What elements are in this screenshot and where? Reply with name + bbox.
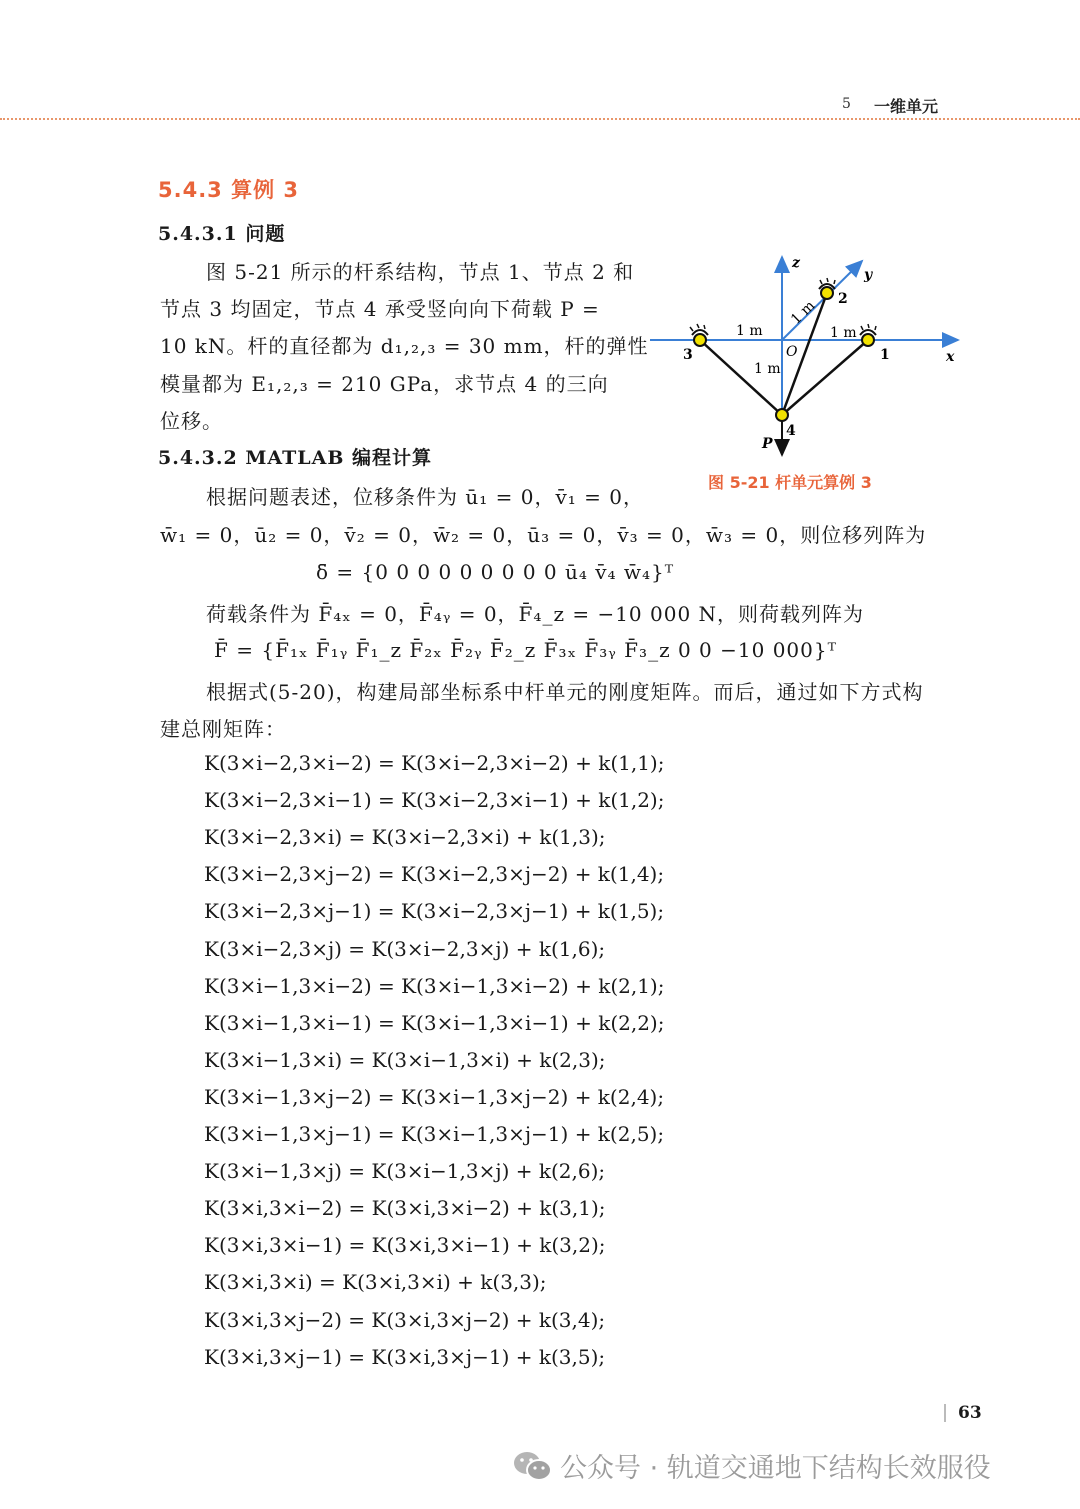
assembly-equation: K(3×i−1,3×i−1) = K(3×i−1,3×i−1) + k(2,2); [204, 1010, 665, 1035]
assembly-equation: K(3×i−2,3×j) = K(3×i−2,3×j) + k(1,6); [204, 936, 606, 961]
assembly-equation: K(3×i,3×i) = K(3×i,3×i) + k(3,3); [204, 1270, 547, 1295]
assembly-equation: K(3×i,3×j−2) = K(3×i,3×j−2) + k(3,4); [204, 1307, 606, 1332]
node-label-2: 2 [838, 291, 848, 307]
length-label-left: 1 m [736, 323, 763, 339]
problem-line-5: 位移。 [160, 409, 223, 433]
assembly-equation: K(3×i−1,3×i−2) = K(3×i−1,3×i−2) + k(2,1); [204, 973, 665, 998]
length-label-vertical: 1 m [754, 361, 781, 377]
displacement-vector: δ̄ = {0 0 0 0 0 0 0 0 0 ū₄ v̄₄ w̄₄}ᵀ [316, 560, 675, 584]
axis-label-y: y [864, 267, 873, 283]
problem-line-4: 模量都为 E₁,₂,₃ = 210 GPa，求节点 4 的三向 [160, 372, 609, 396]
page-number-bar [944, 1404, 946, 1422]
header-chapter-title: 一维单元 [874, 97, 939, 116]
assembly-equation: K(3×i−2,3×j−2) = K(3×i−2,3×j−2) + k(1,4); [204, 862, 665, 887]
header-chapter-number: 5 [842, 96, 851, 112]
node-label-4: 4 [786, 423, 796, 439]
assembly-equation: K(3×i−2,3×i−1) = K(3×i−2,3×i−1) + k(1,2); [204, 788, 665, 813]
axis-label-x: x [946, 349, 955, 365]
header-rule [0, 118, 1080, 120]
wechat-icon [512, 1449, 554, 1483]
assembly-equation: K(3×i−2,3×i) = K(3×i−2,3×i) + k(1,3); [204, 825, 606, 850]
assembly-equation: K(3×i−1,3×i) = K(3×i−1,3×i) + k(2,3); [204, 1047, 606, 1072]
node-label-3: 3 [683, 347, 693, 363]
truss-figure [640, 245, 970, 470]
node-3 [694, 334, 706, 346]
assembly-equation: K(3×i−1,3×j−2) = K(3×i−1,3×j−2) + k(2,4); [204, 1084, 665, 1109]
watermark-text: 公众号 · 轨道交通地下结构长效服役 [560, 1453, 991, 1484]
assembly-equation: K(3×i−1,3×j−1) = K(3×i−1,3×j−1) + k(2,5); [204, 1122, 665, 1146]
origin-label: O [786, 344, 798, 360]
assembly-equation: K(3×i,3×j−1) = K(3×i,3×j−1) + k(3,5); [204, 1344, 606, 1369]
length-label-diagonal: 1 m [788, 297, 819, 328]
assembly-equation: K(3×i−2,3×j−1) = K(3×i−2,3×j−1) + k(1,5); [204, 899, 665, 924]
assembly-equation: K(3×i−2,3×i−2) = K(3×i−2,3×i−2) + k(1,1); [204, 751, 665, 775]
stiffness-line-2: 建总刚矩阵： [160, 717, 286, 741]
assembly-equation: K(3×i−1,3×j) = K(3×i−1,3×j) + k(2,6); [204, 1159, 606, 1184]
axis-label-z: z [792, 255, 800, 271]
subsection-matlab-title: 5.4.3.2 MATLAB 编程计算 [158, 447, 432, 469]
problem-line-1: 图 5-21 所示的杆系结构，节点 1、节点 2 和 [206, 260, 635, 284]
assembly-equation: K(3×i,3×i−1) = K(3×i,3×i−1) + k(3,2); [204, 1233, 606, 1258]
problem-line-2: 节点 3 均固定，节点 4 承受竖向向下荷载 P = [160, 297, 600, 321]
node-1 [862, 334, 874, 346]
load-condition-line: 荷载条件为 F̄₄ₓ = 0，F̄₄ᵧ = 0，F̄₄_z = −10 000 N，则荷载列阵为 [206, 602, 865, 626]
load-label: P [762, 436, 773, 452]
displacement-line-1: 根据问题表述，位移条件为 ū₁ = 0，v̄₁ = 0， [206, 485, 644, 509]
length-label-right: 1 m [830, 325, 857, 341]
node-2 [821, 287, 833, 299]
subsection-problem-title: 5.4.3.1 问题 [158, 223, 286, 245]
node-4 [776, 409, 788, 421]
section-title: 5.4.3 算例 3 [158, 178, 300, 202]
stiffness-line-1: 根据式(5-20)，构建局部坐标系中杆单元的刚度矩阵。而后，通过如下方式构 [206, 680, 924, 704]
page-number: 63 [958, 1403, 982, 1423]
node-label-1: 1 [880, 347, 890, 363]
bar-3-4 [700, 340, 782, 415]
displacement-line-2: w̄₁ = 0，ū₂ = 0，v̄₂ = 0，w̄₂ = 0，ū₃ = 0，v̄₃ = 0，w̄₃ = 0，则位移列阵为 [160, 523, 927, 547]
problem-line-3: 10 kN。杆的直径都为 d₁,₂,₃ = 30 mm，杆的弹性 [160, 334, 649, 358]
assembly-equation: K(3×i,3×i−2) = K(3×i,3×i−2) + k(3,1); [204, 1196, 606, 1221]
figure-caption: 图 5-21 杆单元算例 3 [708, 473, 872, 492]
load-vector: F̄ = {F̄₁ₓ F̄₁ᵧ F̄₁_z F̄₂ₓ F̄₂ᵧ F̄₂_z F̄₃ₓ F̄₃ᵧ F̄₃_z 0 0 −10 000}ᵀ [214, 638, 837, 662]
